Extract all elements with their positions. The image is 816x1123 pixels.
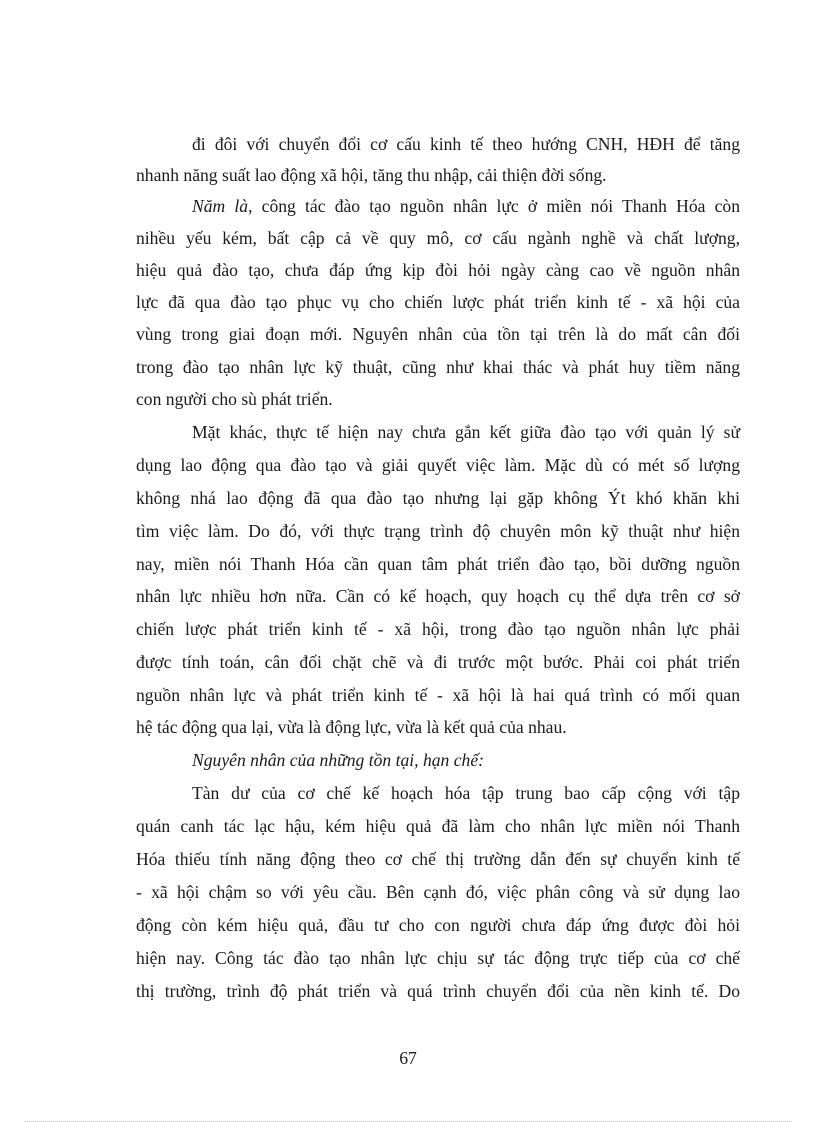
- text-line: nihều yếu kém, bất cập cả về quy mô, cơ cấu ngành nghề và chất lượng,: [136, 228, 740, 248]
- text-line: tìm việc làm. Do đó, với thực trạng trình độ chuyên môn kỹ thuật như hiện: [136, 521, 740, 541]
- text-line: lực đã qua đào tạo phục vụ cho chiến lược phát triển kinh tế - xã hội của: [136, 292, 740, 312]
- text-line: Mặt khác, thực tế hiện nay chưa gắn kết giữa đào tạo với quản lý sử: [192, 422, 740, 442]
- text-line: hiệu quả đào tạo, chưa đáp ứng kịp đòi hỏi ngày càng cao về nguồn nhân: [136, 260, 740, 280]
- text-line: dụng lao động qua đào tạo và giải quyết việc làm. Mặc dù có mét số lượng: [136, 455, 740, 475]
- text-run: , công tác đào tạo nguồn nhân lực ở miền nói Thanh Hóa còn: [248, 196, 740, 216]
- text-line: - xã hội chậm so với yêu cầu. Bên cạnh đó, việc phân công và sử dụng lao: [136, 882, 740, 902]
- text-line: thị trường, trình độ phát triển và quá trình chuyển đổi của nền kinh tế. Do: [136, 981, 740, 1001]
- section-heading: Nguyên nhân của những tồn tại, hạn chế:: [192, 750, 485, 770]
- text-line: con người cho sù phát triển.: [136, 389, 333, 409]
- text-line: động còn kém hiệu quả, đầu tư cho con người chưa đáp ứng được đòi hỏi: [136, 915, 740, 935]
- text-line: nay, miền nói Thanh Hóa cần quan tâm phát triển đào tạo, bồi dưỡng nguồn: [136, 554, 740, 574]
- italic-lead: Năm là: [192, 196, 249, 216]
- text-line: nhanh năng suất lao động xã hội, tăng thu nhập, cải thiện đời sống.: [136, 165, 607, 185]
- text-line: quán canh tác lạc hậu, kém hiệu quả đã làm cho nhân lực miền nói Thanh: [136, 816, 740, 836]
- text-line: không nhá lao động đã qua đào tạo nhưng lại gặp không Ýt khó khăn khi: [136, 488, 740, 508]
- text-line: Tàn dư của cơ chế kế hoạch hóa tập trung bao cấp cộng với tập: [192, 783, 740, 803]
- footer-dotted-rule: [24, 1121, 792, 1122]
- text-line: được tính toán, cân đối chặt chẽ và đi trước một bước. Phải coi phát triển: [136, 652, 740, 672]
- text-line: nguồn nhân lực và phát triển kinh tế - xã hội là hai quá trình có mối quan: [136, 685, 740, 705]
- text-line: hệ tác động qua lại, vừa là động lực, vừa là kết quả của nhau.: [136, 717, 567, 737]
- text-line: chiến lược phát triển kinh tế - xã hội, trong đào tạo nguồn nhân lực phải: [136, 619, 740, 639]
- text-line: nhân lực nhiều hơn nữa. Cần có kế hoạch, quy hoạch cụ thể dựa trên cơ sở: [136, 586, 740, 606]
- text-line: Hóa thiếu tính năng động theo cơ chế thị trường dẫn đến sự chuyển kinh tế: [136, 849, 740, 869]
- text-line: trong đào tạo nhân lực kỹ thuật, cũng như khai thác và phát huy tiềm năng: [136, 357, 740, 377]
- text-line: hiện nay. Công tác đào tạo nhân lực chịu sự tác động trực tiếp của cơ chế: [136, 948, 740, 968]
- text-line: vùng trong giai đoạn mới. Nguyên nhân của tồn tại trên là do mất cân đối: [136, 324, 740, 344]
- text-line: [192, 192, 740, 220]
- text-line: đi đôi với chuyển đổi cơ cấu kinh tế theo hướng CNH, HĐH để tăng: [192, 134, 740, 154]
- page-number: 67: [399, 1048, 417, 1068]
